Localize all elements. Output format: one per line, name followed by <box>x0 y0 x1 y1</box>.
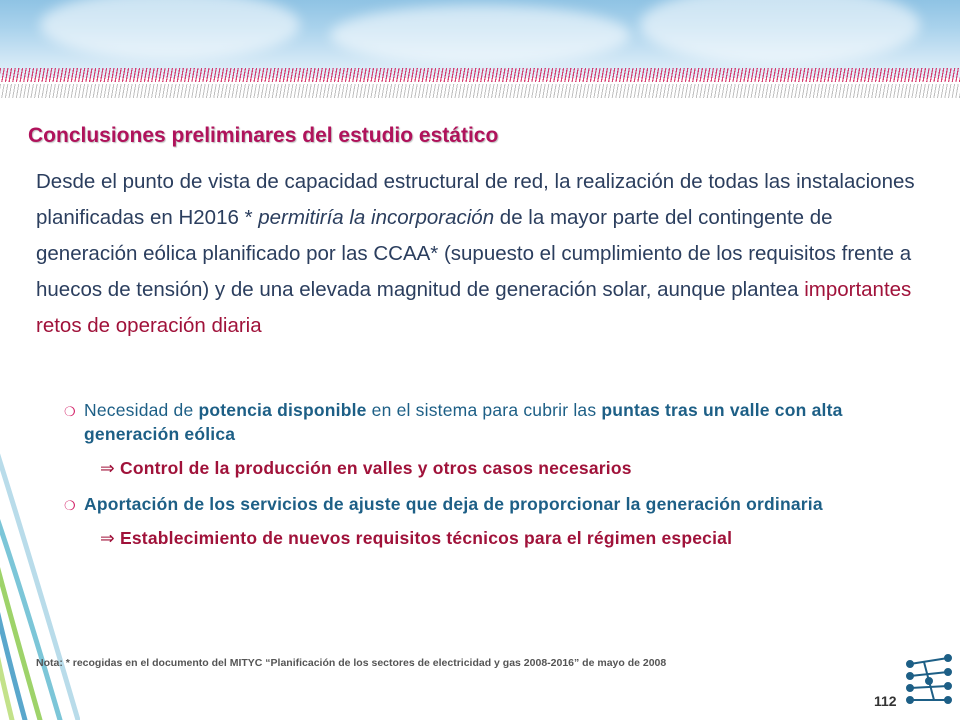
bullet-item-1 <box>64 398 914 446</box>
sub-bullet-item-2 <box>64 526 914 550</box>
intro-text-2: de la mayor parte del contingente de generación eólica planificado por las CCAA* (supuesto el cumplimiento de los requisitos frente a huecos de tensión) y de una elevada magnitud de generación solar, aunque plantea <box>36 206 912 301</box>
bullet-1-bold-1: potencia disponible <box>198 400 367 420</box>
slide-title: Conclusiones preliminares del estudio estático <box>28 124 499 147</box>
header-gray-stripes <box>0 84 960 98</box>
intro-paragraph <box>36 164 916 344</box>
implies-arrow-icon: ⇒ <box>100 458 115 478</box>
footnote: Nota: * recogidas en el documento del MITYC “Planificación de los sectores de electricidad y gas 2008-2016” de mayo de 2008 <box>36 657 667 669</box>
intro-text-red: importantes retos de operación diaria <box>36 278 912 337</box>
sub-bullet-1-text: Control de la producción en valles y otros casos necesarios <box>120 458 632 478</box>
header-red-stripes <box>0 68 960 82</box>
implies-arrow-icon: ⇒ <box>100 528 115 548</box>
intro-text-italic: permitiría la incorporación <box>258 206 495 229</box>
page-number: 112 <box>874 693 897 709</box>
sub-bullet-2-text: Establecimiento de nuevos requisitos técnicos para el régimen especial <box>120 528 733 548</box>
bullet-2-bold: Aportación de los servicios de ajuste que deja de proporcionar la generación ordinaria <box>84 494 823 514</box>
bullet-circle-icon: ❍ <box>64 498 76 513</box>
bullet-1-bold-2: puntas tras un valle con alta generación eólica <box>84 400 843 444</box>
bullet-item-2 <box>64 492 914 516</box>
bullet-1-text-mid: en el sistema para cubrir las <box>366 400 602 420</box>
bullet-circle-icon: ❍ <box>64 404 76 419</box>
header-sky-banner <box>0 0 960 78</box>
sub-bullet-item-1 <box>64 456 914 480</box>
network-logo-icon <box>904 654 954 708</box>
bullet-list <box>64 398 914 562</box>
bullet-1-text-pre: Necesidad de <box>84 400 199 420</box>
intro-text-1: Desde el punto de vista de capacidad estructural de red, la realización de todas las instalaciones planificadas en H2016 * <box>36 170 915 229</box>
